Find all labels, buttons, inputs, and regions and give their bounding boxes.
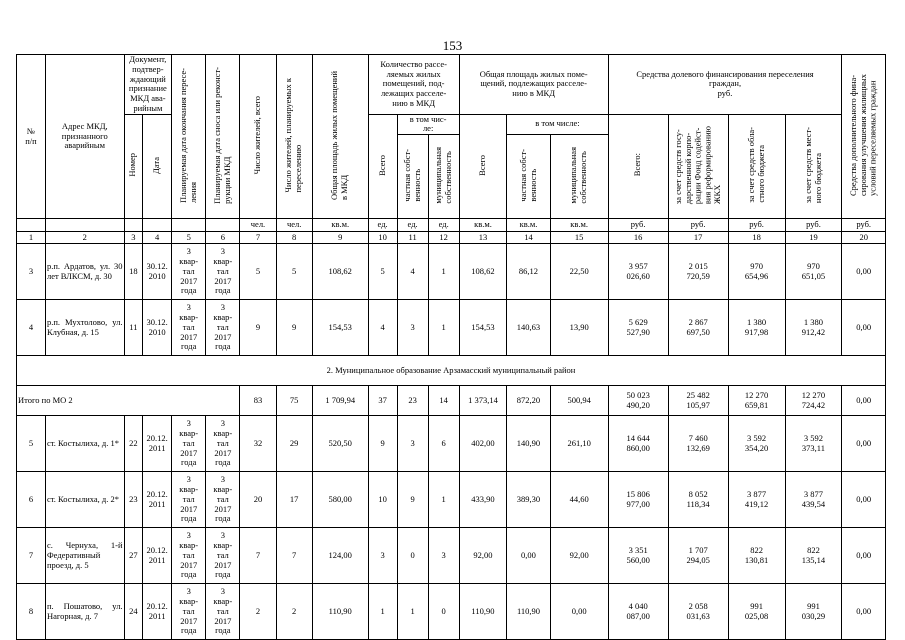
column-number: 9 [312, 232, 368, 244]
cell-doc-date: 20.12. 2011 [143, 472, 172, 528]
cell-rooms-total: 9 [368, 416, 397, 472]
cell-rooms-private: 3 [397, 300, 428, 356]
cell-total-area: 124,00 [312, 528, 368, 584]
header-funds-regional: за счет средств обла- стного бюджета [728, 114, 785, 219]
cell-funds-local: 991 030,29 [785, 584, 842, 640]
column-number: 20 [842, 232, 886, 244]
cell-residents-total: 20 [240, 472, 276, 528]
header-area-private: частная собст- венность [507, 135, 550, 219]
cell-total-area: 108,62 [312, 244, 368, 300]
cell-residents-planned: 7 [276, 528, 312, 584]
total-cell: 1 373,14 [459, 386, 507, 416]
cell-doc-date: 20.12. 2011 [143, 416, 172, 472]
cell-residents-planned: 17 [276, 472, 312, 528]
unit-cell: руб. [728, 219, 785, 232]
cell-area-total: 108,62 [459, 244, 507, 300]
unit-cell: кв.м. [550, 219, 608, 232]
unit-cell: кв.м. [507, 219, 550, 232]
cell-planned-end: 3 квар- тал 2017 года [172, 416, 206, 472]
cell-residents-total: 5 [240, 244, 276, 300]
cell-funds-regional: 3 592 354,20 [728, 416, 785, 472]
cell-funds-fund: 2 058 031,63 [668, 584, 728, 640]
cell-num: 6 [17, 472, 46, 528]
cell-rooms-municipal: 1 [428, 472, 459, 528]
cell-doc-date: 20.12. 2011 [143, 528, 172, 584]
column-number: 13 [459, 232, 507, 244]
header-area-incl: в том числе: [507, 114, 608, 135]
header-total-area: Общая площадь жилых помещений в МКД [312, 55, 368, 219]
cell-rooms-private: 9 [397, 472, 428, 528]
unit-cell: руб. [785, 219, 842, 232]
total-cell: 83 [240, 386, 276, 416]
column-number: 5 [172, 232, 206, 244]
cell-funds-regional: 3 877 419,12 [728, 472, 785, 528]
cell-residents-planned: 9 [276, 300, 312, 356]
unit-cell: руб. [842, 219, 886, 232]
cell-funds-regional: 970 654,96 [728, 244, 785, 300]
cell-funds-fund: 2 015 720,59 [668, 244, 728, 300]
cell-rooms-municipal: 3 [428, 528, 459, 584]
cell-num: 8 [17, 584, 46, 640]
header-residents-total: Число жителей, всего [240, 55, 276, 219]
cell-funds-local: 970 651,05 [785, 244, 842, 300]
cell-area-total: 92,00 [459, 528, 507, 584]
unit-cell: чел. [240, 219, 276, 232]
cell-funds-total: 14 644 860,00 [608, 416, 668, 472]
header-additional: Средства дополнительного фина- сирования улучшения жилищных условий переселяемых граждан [842, 55, 886, 219]
cell-area-municipal: 92,00 [550, 528, 608, 584]
table-row [17, 416, 886, 472]
total-cell: 23 [397, 386, 428, 416]
total-cell: 0,00 [842, 386, 886, 416]
total-cell: 872,20 [507, 386, 550, 416]
column-numbers-row [17, 232, 886, 244]
cell-residents-planned: 5 [276, 244, 312, 300]
total-cell: 25 482 105,97 [668, 386, 728, 416]
unit-cell: ед. [428, 219, 459, 232]
cell-additional: 0,00 [842, 416, 886, 472]
cell-rooms-private: 4 [397, 244, 428, 300]
cell-rooms-total: 10 [368, 472, 397, 528]
cell-rooms-municipal: 0 [428, 584, 459, 640]
cell-residents-planned: 2 [276, 584, 312, 640]
cell-residents-total: 2 [240, 584, 276, 640]
total-row [17, 386, 886, 416]
cell-additional: 0,00 [842, 300, 886, 356]
cell-address: ст. Костылиха, д. 1* [45, 416, 124, 472]
cell-funds-regional: 1 380 917,98 [728, 300, 785, 356]
header-planned-end: Планируемая дата окончания пересе- ления [172, 55, 206, 219]
cell-doc-date: 30.12. 2010 [143, 244, 172, 300]
cell-funds-total: 3 957 026,60 [608, 244, 668, 300]
cell-residents-planned: 29 [276, 416, 312, 472]
cell-rooms-total: 5 [368, 244, 397, 300]
column-number: 3 [124, 232, 143, 244]
header-rooms-group: Количество рассе- ляемых жилых помещений, под- лежащих расселе- нию в МКД [368, 55, 459, 115]
cell-area-private: 86,12 [507, 244, 550, 300]
cell-area-private: 0,00 [507, 528, 550, 584]
column-number: 7 [240, 232, 276, 244]
cell-funds-total: 3 351 560,00 [608, 528, 668, 584]
column-number: 12 [428, 232, 459, 244]
unit-cell: кв.м. [312, 219, 368, 232]
cell-area-private: 140,63 [507, 300, 550, 356]
header-document: Документ, подтвер- ждающий признание МКД ава- рийным [124, 55, 172, 115]
header-rooms-incl: в том чис- ле: [397, 114, 459, 135]
cell-doc-number: 23 [124, 472, 143, 528]
column-number: 18 [728, 232, 785, 244]
cell-funds-fund: 2 867 697,50 [668, 300, 728, 356]
header-residents-planned: Число жителей, планируемых к переселению [276, 55, 312, 219]
total-cell: 37 [368, 386, 397, 416]
cell-address: ст. Костылиха, д. 2* [45, 472, 124, 528]
cell-funds-total: 15 806 977,00 [608, 472, 668, 528]
cell-total-area: 110,90 [312, 584, 368, 640]
cell-rooms-total: 4 [368, 300, 397, 356]
cell-funds-local: 3 877 439,54 [785, 472, 842, 528]
cell-planned-end: 3 квар- тал 2017 года [172, 300, 206, 356]
cell-funds-local: 3 592 373,11 [785, 416, 842, 472]
table-body-bottom [17, 416, 886, 640]
column-number: 11 [397, 232, 428, 244]
cell-additional: 0,00 [842, 244, 886, 300]
cell-planned-end: 3 квар- тал 2017 года [172, 472, 206, 528]
cell-funds-regional: 991 025,08 [728, 584, 785, 640]
header-rooms-total: Всего [368, 114, 397, 219]
cell-planned-end: 3 квар- тал 2017 года [172, 528, 206, 584]
cell-planned-demolition: 3 квар- тал 2017 года [206, 300, 240, 356]
page-number: 153 [442, 38, 463, 53]
cell-planned-demolition: 3 квар- тал 2017 года [206, 528, 240, 584]
cell-additional: 0,00 [842, 584, 886, 640]
column-number: 2 [45, 232, 124, 244]
total-cell: 12 270 659,81 [728, 386, 785, 416]
cell-area-private: 110,90 [507, 584, 550, 640]
cell-address: р.п. Мухтолово, ул. Клубная, д. 15 [45, 300, 124, 356]
cell-total-area: 520,50 [312, 416, 368, 472]
header-rooms-municipal: муниципальная собственность [428, 135, 459, 219]
unit-cell: ед. [368, 219, 397, 232]
total-cell: 1 709,94 [312, 386, 368, 416]
cell-area-total: 110,90 [459, 584, 507, 640]
cell-address: п. Пошатово, ул. Нагорная, д. 7 [45, 584, 124, 640]
resettlement-table [16, 54, 886, 640]
table-body-top [17, 244, 886, 356]
cell-residents-total: 7 [240, 528, 276, 584]
column-number: 15 [550, 232, 608, 244]
column-number: 10 [368, 232, 397, 244]
unit-cell: чел. [276, 219, 312, 232]
cell-area-municipal: 44,60 [550, 472, 608, 528]
cell-doc-number: 27 [124, 528, 143, 584]
cell-num: 7 [17, 528, 46, 584]
column-number: 1 [17, 232, 46, 244]
table-row [17, 584, 886, 640]
header-rooms-private: частная собст- венность [397, 135, 428, 219]
cell-num: 5 [17, 416, 46, 472]
cell-planned-demolition: 3 квар- тал 2017 года [206, 584, 240, 640]
cell-area-private: 140,90 [507, 416, 550, 472]
cell-address: р.п. Ардатов, ул. 30 лет ВЛКСМ, д. 30 [45, 244, 124, 300]
unit-cell: кв.м. [459, 219, 507, 232]
column-number: 14 [507, 232, 550, 244]
header-doc-number: Номер [124, 114, 143, 219]
unit-cell: руб. [608, 219, 668, 232]
header-num: № п/п [17, 55, 46, 219]
cell-rooms-private: 3 [397, 416, 428, 472]
header-funds-total: Всего: [608, 114, 668, 219]
cell-area-total: 402,00 [459, 416, 507, 472]
cell-additional: 0,00 [842, 528, 886, 584]
column-number: 16 [608, 232, 668, 244]
cell-residents-total: 9 [240, 300, 276, 356]
unit-cell: ед. [397, 219, 428, 232]
header-funds-local: за счет средств мест- ного бюджета [785, 114, 842, 219]
cell-funds-local: 1 380 912,42 [785, 300, 842, 356]
cell-doc-number: 22 [124, 416, 143, 472]
cell-rooms-total: 1 [368, 584, 397, 640]
cell-rooms-private: 1 [397, 584, 428, 640]
cell-planned-demolition: 3 квар- тал 2017 года [206, 244, 240, 300]
table-row [17, 528, 886, 584]
cell-planned-end: 3 квар- тал 2017 года [172, 244, 206, 300]
cell-funds-fund: 8 052 118,34 [668, 472, 728, 528]
cell-total-area: 580,00 [312, 472, 368, 528]
cell-funds-total: 5 629 527,90 [608, 300, 668, 356]
cell-doc-number: 24 [124, 584, 143, 640]
cell-num: 3 [17, 244, 46, 300]
total-cell: 12 270 724,42 [785, 386, 842, 416]
cell-funds-fund: 7 460 132,69 [668, 416, 728, 472]
table-row [17, 472, 886, 528]
cell-funds-local: 822 135,14 [785, 528, 842, 584]
header-funds-fund: за счет средств госу- дарственной корпо- рации Фонд содейст- вия реформированию ЖКХ [668, 114, 728, 219]
cell-residents-total: 32 [240, 416, 276, 472]
header-area-municipal: муниципальная собственность [550, 135, 608, 219]
cell-total-area: 154,53 [312, 300, 368, 356]
table-row [17, 244, 886, 300]
cell-funds-fund: 1 707 294,05 [668, 528, 728, 584]
cell-num: 4 [17, 300, 46, 356]
total-cell: 50 023 490,20 [608, 386, 668, 416]
header-doc-date: Дата [143, 114, 172, 219]
total-cell: 500,94 [550, 386, 608, 416]
cell-rooms-total: 3 [368, 528, 397, 584]
section-block [17, 356, 886, 416]
header-area-group: Общая площадь жилых поме- щений, подлежащих расселе- нию в МКД [459, 55, 608, 115]
cell-doc-number: 18 [124, 244, 143, 300]
unit-cell: руб. [668, 219, 728, 232]
cell-rooms-municipal: 1 [428, 244, 459, 300]
column-number: 6 [206, 232, 240, 244]
cell-rooms-municipal: 1 [428, 300, 459, 356]
header-address: Адрес МКД, признанного аварийным [45, 55, 124, 219]
cell-doc-number: 11 [124, 300, 143, 356]
cell-planned-demolition: 3 квар- тал 2017 года [206, 416, 240, 472]
cell-additional: 0,00 [842, 472, 886, 528]
section-title: 2. Муниципальное образование Арзамасский муниципальный район [17, 356, 886, 386]
cell-doc-date: 30.12. 2010 [143, 300, 172, 356]
column-number: 17 [668, 232, 728, 244]
cell-doc-date: 20.12. 2011 [143, 584, 172, 640]
cell-rooms-private: 0 [397, 528, 428, 584]
cell-area-municipal: 22,50 [550, 244, 608, 300]
units-row [17, 219, 886, 232]
cell-area-municipal: 0,00 [550, 584, 608, 640]
total-label: Итого по МО 2 [17, 386, 240, 416]
cell-funds-regional: 822 130,81 [728, 528, 785, 584]
cell-area-municipal: 13,90 [550, 300, 608, 356]
total-cell: 14 [428, 386, 459, 416]
cell-area-private: 389,30 [507, 472, 550, 528]
cell-area-total: 154,53 [459, 300, 507, 356]
cell-planned-demolition: 3 квар- тал 2017 года [206, 472, 240, 528]
cell-planned-end: 3 квар- тал 2017 года [172, 584, 206, 640]
cell-rooms-municipal: 6 [428, 416, 459, 472]
column-number: 19 [785, 232, 842, 244]
table-row [17, 300, 886, 356]
column-number: 8 [276, 232, 312, 244]
cell-area-municipal: 261,10 [550, 416, 608, 472]
header-area-total: Всего [459, 114, 507, 219]
column-number: 4 [143, 232, 172, 244]
cell-address: с. Чернуха, 1-й Федеративный проезд, д. 5 [45, 528, 124, 584]
cell-funds-total: 4 040 087,00 [608, 584, 668, 640]
total-cell: 75 [276, 386, 312, 416]
header-planned-demolition: Планируемая дата сноса или реконст- рукции МКД [206, 55, 240, 219]
header-funds-group: Средства долевого финансирования переселения граждан, руб. [608, 55, 842, 115]
cell-area-total: 433,90 [459, 472, 507, 528]
